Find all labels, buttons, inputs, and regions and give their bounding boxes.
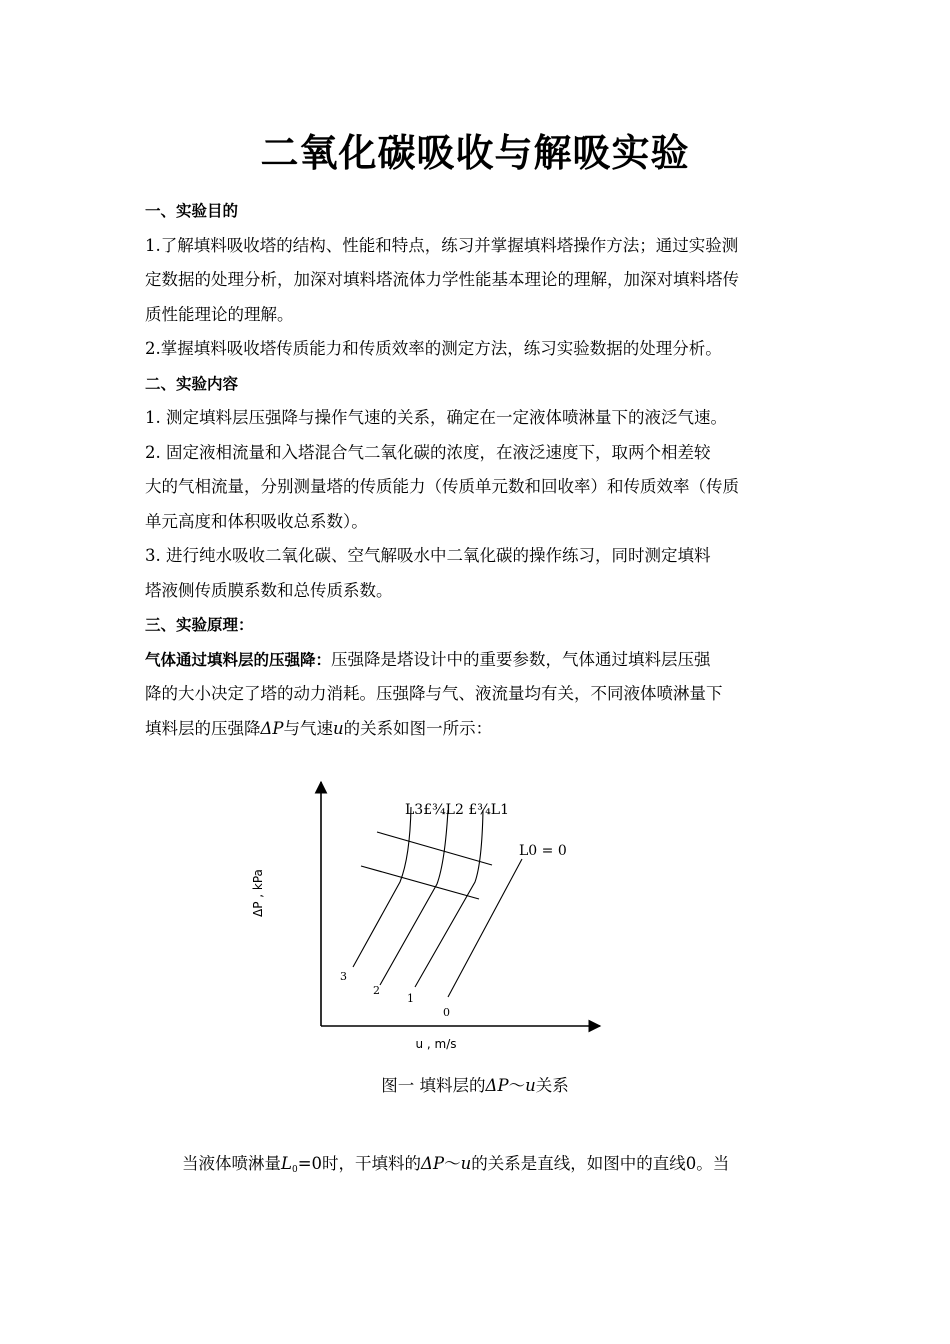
curve-0 xyxy=(448,859,522,997)
loading-line xyxy=(377,832,492,865)
u-symbol: u xyxy=(333,718,344,738)
tilde-symbol: ～ xyxy=(444,1154,461,1173)
paragraph-line xyxy=(145,712,820,747)
caption-text: 图一 填料层的 xyxy=(381,1076,486,1095)
curve-1 xyxy=(415,810,483,987)
l0-subscript: 0 xyxy=(291,1165,298,1175)
curve-label-3: 3 xyxy=(340,970,347,983)
paragraph-line: 塔液侧传质膜系数和总传质系数。 xyxy=(145,580,393,600)
paragraph-line: 定数据的处理分析，加深对填料塔流体力学性能基本理论的理解，加深对填料塔传 xyxy=(145,270,739,289)
curve-label-1: 1 xyxy=(407,992,414,1005)
delta-p-symbol: ΔP xyxy=(421,1154,445,1173)
paragraph-text: 与气速 xyxy=(283,718,334,738)
document-body xyxy=(145,194,820,746)
pressure-drop-lead: 气体通过填料层的压强降： xyxy=(145,650,332,669)
paragraph-line: 2. 固定液相流量和入塔混合气二氧化碳的浓度，在液泛速度下，取两个相差较 xyxy=(145,442,711,462)
series-order-label: L3£¾L2 £¾L1 xyxy=(405,802,510,818)
x-axis-label: u , m/s xyxy=(415,1037,457,1051)
caption-text: 关系 xyxy=(535,1076,569,1095)
pressure-drop-figure xyxy=(230,772,620,1062)
paragraph-text: 时，干填料的 xyxy=(322,1154,422,1173)
curve-3 xyxy=(353,807,411,967)
paragraph-text: 压强降是塔设计中的重要参数，气体通过填料层压强 xyxy=(331,649,711,669)
figure-caption xyxy=(0,1072,950,1096)
paragraph-line xyxy=(182,1150,729,1175)
paragraph-line: 1. 测定填料层压强降与操作气速的关系，确定在一定液体喷淋量下的液泛气速。 xyxy=(145,408,727,427)
paragraph-line: 2.掌握填料吸收塔传质能力和传质效率的测定方法，练习实验数据的处理分析。 xyxy=(145,339,722,358)
paragraph-text: 的关系是直线，如图中的直线0。当 xyxy=(471,1154,730,1173)
document-title: 二氧化碳吸收与解吸实验 xyxy=(260,131,690,175)
paragraph-line: 3. 进行纯水吸收二氧化碳、空气解吸水中二氧化碳的操作练习，同时测定填料 xyxy=(145,546,711,565)
loading-line xyxy=(361,866,479,899)
paragraph-line xyxy=(145,643,820,678)
section-heading-principle: 三、实验原理： xyxy=(145,616,254,634)
u-symbol: u xyxy=(460,1154,472,1173)
section-heading-objectives: 一、实验目的 xyxy=(145,202,239,220)
paragraph-line: 1.了解填料吸收塔的结构、性能和特点，练习并掌握填料塔操作方法；通过实验测 xyxy=(145,235,739,255)
paragraph-text: 填料层的压强降 xyxy=(145,718,261,738)
delta-p-symbol: ΔP xyxy=(485,1076,509,1095)
paragraph-line: 大的气相流量，分别测量塔的传质能力（传质单元数和回收率）和传质效率（传质 xyxy=(145,477,739,496)
y-axis-label: ΔP , kPa xyxy=(251,869,265,917)
l0-label: L0 = 0 xyxy=(519,843,567,859)
paragraph-text: 的关系如图一所示： xyxy=(343,718,493,738)
u-symbol: u xyxy=(525,1076,536,1095)
curve-label-2: 2 xyxy=(373,984,380,997)
paragraph-line: 降的大小决定了塔的动力消耗。压强降与气、液流量均有关，不同液体喷淋量下 xyxy=(145,684,723,703)
paragraph-text: 当液体喷淋量 xyxy=(182,1154,281,1173)
section-heading-content: 二、实验内容 xyxy=(145,374,239,393)
paragraph-text: =0 xyxy=(297,1154,323,1173)
curve-label-0: 0 xyxy=(443,1006,450,1019)
paragraph-line: 质性能理论的理解。 xyxy=(145,304,294,324)
paragraph-line: 单元高度和体积吸收总系数）。 xyxy=(145,511,368,531)
delta-p-symbol: ΔP xyxy=(260,718,284,738)
tilde-symbol: ～ xyxy=(508,1076,526,1095)
l0-symbol: L xyxy=(281,1154,292,1173)
